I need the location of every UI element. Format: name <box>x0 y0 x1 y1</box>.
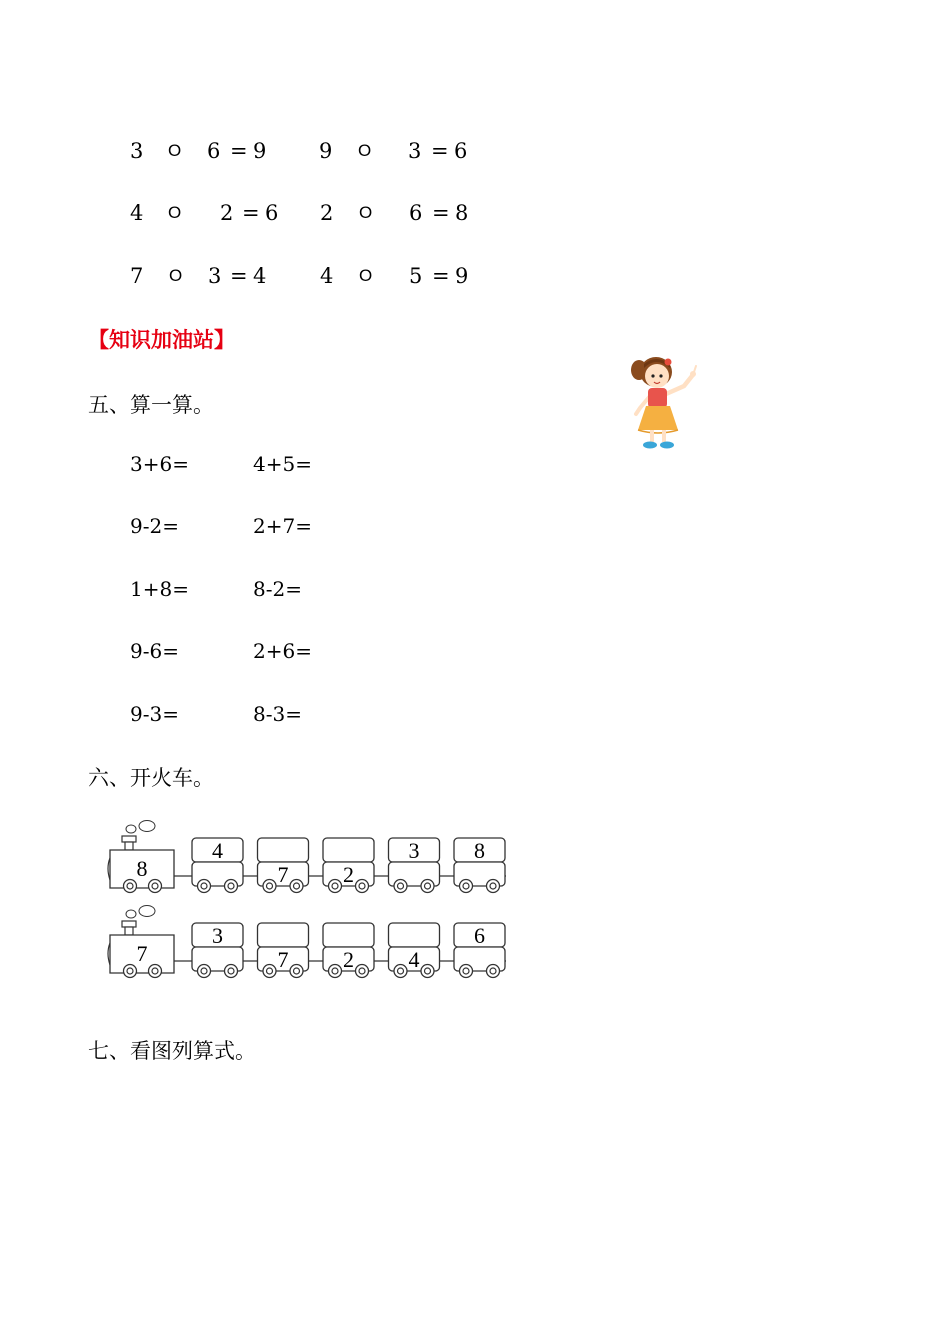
smoke-puff <box>126 910 136 918</box>
equals-sign: = <box>230 139 248 163</box>
car-top-box <box>323 923 374 947</box>
engine-number: 7 <box>136 941 148 966</box>
equals-sign: = <box>230 264 248 288</box>
operand: 6 <box>207 139 221 163</box>
car-bottom-number: 4 <box>408 947 420 972</box>
smoke-puff <box>126 825 136 833</box>
car-top-box <box>258 923 309 947</box>
result: 9 <box>253 139 267 163</box>
car-top-number: 3 <box>408 838 420 863</box>
calc-item[interactable]: 3+6= <box>130 452 189 476</box>
car-top-box <box>389 923 440 947</box>
result: 8 <box>455 201 469 225</box>
chimney <box>122 921 136 927</box>
operand: 3 <box>208 264 222 288</box>
car-bottom-number: 2 <box>343 862 354 887</box>
section7-title: 七、看图列算式。 <box>88 1039 256 1063</box>
result: 6 <box>454 139 468 163</box>
equals-sign: = <box>432 201 450 225</box>
result: 4 <box>253 264 267 288</box>
calc-item[interactable]: 8-3= <box>253 702 302 726</box>
smoke-puff <box>139 906 155 917</box>
operator-circle[interactable]: O <box>359 203 373 222</box>
girl-illustration <box>626 352 702 452</box>
operator-circle[interactable]: O <box>359 266 373 285</box>
section5-title: 五、算一算。 <box>88 393 214 417</box>
operand: 4 <box>320 264 334 288</box>
car-top-box <box>323 838 374 862</box>
chimney <box>122 836 136 842</box>
train <box>108 906 506 978</box>
car-top-number: 8 <box>474 838 485 863</box>
operand: 3 <box>130 139 144 163</box>
operator-circle[interactable]: O <box>358 141 372 160</box>
car-top-number: 6 <box>474 923 485 948</box>
calc-item[interactable]: 8-2= <box>253 577 302 601</box>
car-top-number: 4 <box>212 838 223 863</box>
section6-title: 六、开火车。 <box>88 766 214 790</box>
car-top-number: 3 <box>212 923 223 948</box>
calc-item[interactable]: 9-6= <box>130 639 179 663</box>
engine-number: 8 <box>136 856 148 881</box>
operand: 6 <box>409 201 423 225</box>
train <box>108 821 506 893</box>
equals-sign: = <box>431 139 449 163</box>
operator-circle[interactable]: O <box>168 203 182 222</box>
operand: 5 <box>409 264 423 288</box>
calc-item[interactable]: 2+6= <box>253 639 312 663</box>
calc-item[interactable]: 9-3= <box>130 702 179 726</box>
equals-sign: = <box>432 264 450 288</box>
calc-item[interactable]: 1+8= <box>130 577 189 601</box>
calc-item[interactable]: 2+7= <box>253 514 312 538</box>
operator-circle[interactable]: O <box>169 266 183 285</box>
equals-sign: = <box>242 201 260 225</box>
operand: 2 <box>220 201 234 225</box>
trains-figure <box>100 818 520 988</box>
calc-item[interactable]: 9-2= <box>130 514 179 538</box>
car-bottom-number: 7 <box>277 862 289 887</box>
operand: 9 <box>319 139 333 163</box>
knowledge-station-heading: 【知识加油站】 <box>88 327 235 352</box>
operand: 7 <box>130 264 144 288</box>
smoke-puff <box>139 821 155 832</box>
operator-circle[interactable]: O <box>168 141 182 160</box>
operand: 2 <box>320 201 334 225</box>
operand: 3 <box>408 139 422 163</box>
result: 9 <box>455 264 469 288</box>
calc-item[interactable]: 4+5= <box>253 452 312 476</box>
result: 6 <box>265 201 279 225</box>
operand: 4 <box>130 201 144 225</box>
car-bottom-number: 7 <box>277 947 289 972</box>
car-top-box <box>258 838 309 862</box>
car-bottom-number: 2 <box>343 947 354 972</box>
